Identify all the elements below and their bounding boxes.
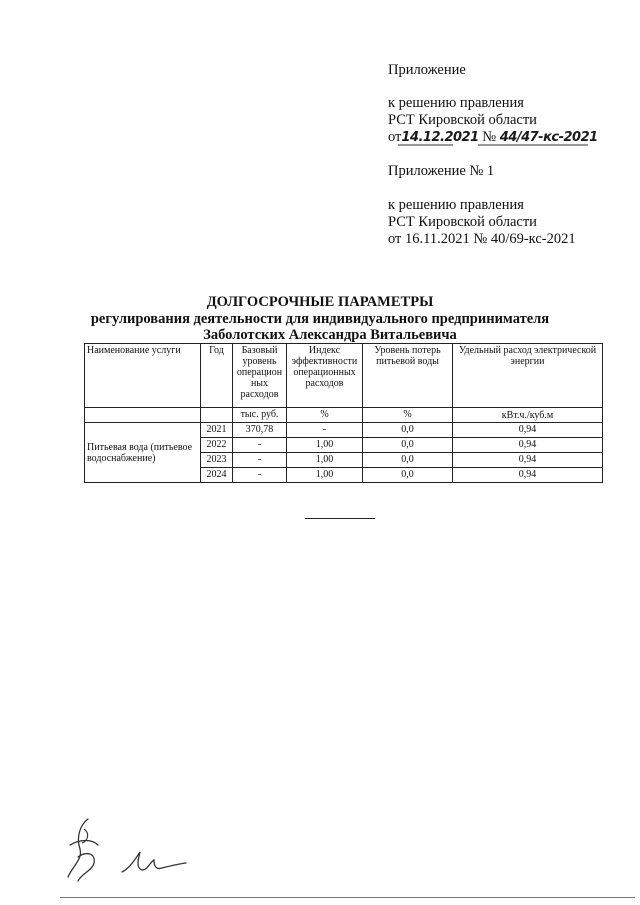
header-efficiency-index: Индекс эффективности операционных расходов (287, 344, 363, 408)
table-row (85, 423, 603, 438)
row-water-loss: 0,0 (363, 468, 453, 483)
table-header-row (85, 344, 603, 408)
short-signature (118, 848, 190, 878)
row-year: 2023 (201, 453, 233, 468)
row-power: 0,94 (453, 438, 603, 453)
handwritten-date: 14.12.2021 (401, 130, 479, 145)
row-efficiency-index: 1,00 (287, 468, 363, 483)
header-base-level: Базовый уровень операцион ных расходов (233, 344, 287, 408)
row-water-loss: 0,0 (363, 453, 453, 468)
bottom-scan-line (60, 897, 635, 898)
unit-base-level: тыс. руб. (233, 408, 287, 423)
unit-power-consumption: кВт.ч./куб.м (453, 408, 603, 423)
decision2-line-2: РСТ Кировской области (388, 214, 537, 230)
number-sign: № (482, 129, 497, 145)
header-water-loss: Уровень потерь питьевой воды (363, 344, 453, 408)
decision-line-1: к решению правления (388, 95, 524, 111)
row-efficiency-index: 1,00 (287, 438, 363, 453)
row-water-loss: 0,0 (363, 423, 453, 438)
document-title: ДОЛГОСРОЧНЫЕ ПАРАМЕТРЫ (206, 294, 434, 310)
unit-water-loss: % (363, 408, 453, 423)
header-year: Год (201, 344, 233, 408)
handwritten-number: 44/47-кс-2021 (499, 130, 598, 145)
row-power: 0,94 (453, 468, 603, 483)
entrepreneur-name: Заболотских Александра Витальевича (203, 327, 457, 343)
document-subtitle: регулирования деятельности для индивидуального предпринимателя (90, 311, 550, 327)
decision2-line-3: от 16.11.2021 № 40/69-кс-2021 (388, 231, 576, 247)
appendix-title: Приложение (388, 62, 466, 78)
date-underline (398, 143, 453, 147)
units-year-empty (201, 408, 233, 423)
row-year: 2024 (201, 468, 233, 483)
row-efficiency-index: - (287, 423, 363, 438)
row-efficiency-index: 1,00 (287, 453, 363, 468)
row-base-level: 370,78 (233, 423, 287, 438)
header-service: Наименование услуги (85, 344, 201, 408)
row-power: 0,94 (453, 453, 603, 468)
row-water-loss: 0,0 (363, 438, 453, 453)
row-base-level: - (233, 438, 287, 453)
row-base-level: - (233, 468, 287, 483)
table-units-row (85, 408, 603, 423)
row-year: 2022 (201, 438, 233, 453)
service-name-cell: Питьевая вода (питьевое водоснабжение) (85, 423, 201, 483)
number-underline (478, 143, 588, 147)
parameters-table (84, 343, 603, 483)
closing-rule (305, 518, 375, 519)
appendix-1-title: Приложение № 1 (388, 163, 495, 179)
unit-efficiency-index: % (287, 408, 363, 423)
decision-line-2: РСТ Кировской области (388, 112, 537, 128)
units-service-empty (85, 408, 201, 423)
row-power: 0,94 (453, 423, 603, 438)
initials-signature (58, 815, 108, 887)
row-year: 2021 (201, 423, 233, 438)
header-power-consumption: Удельный расход электрической энергии (453, 344, 603, 408)
row-base-level: - (233, 453, 287, 468)
from-prefix: от (388, 129, 402, 145)
decision2-line-1: к решению правления (388, 197, 524, 213)
